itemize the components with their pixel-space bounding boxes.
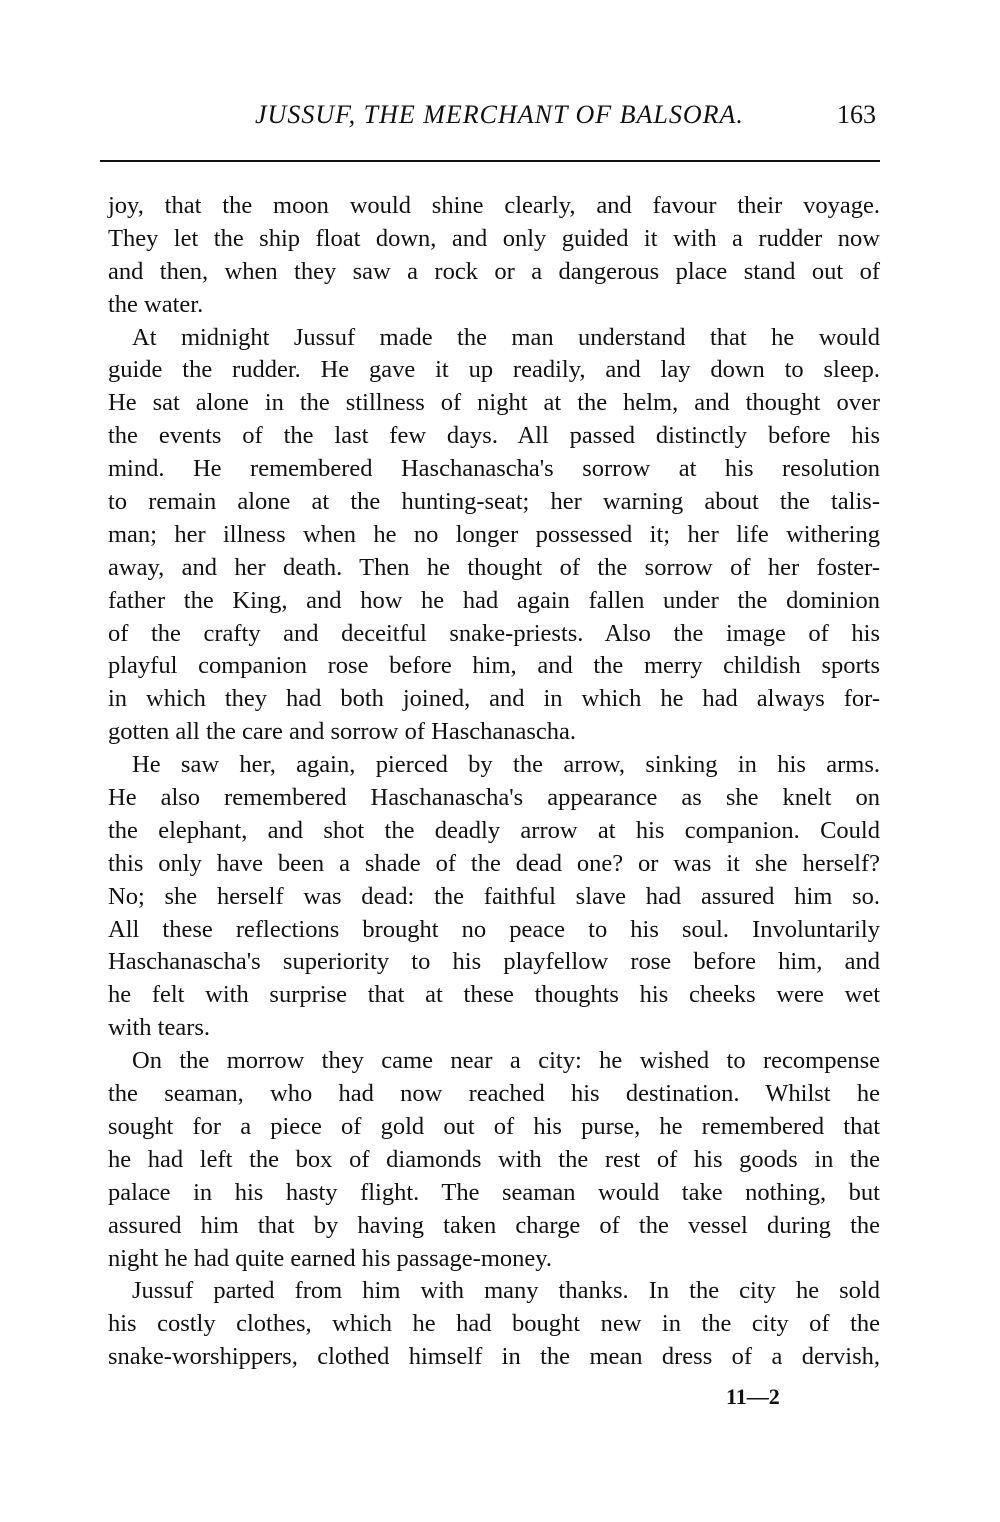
- text-line: and then, when they saw a rock or a dangerous place stand out of: [108, 257, 880, 285]
- text-line: playful companion rose before him, and the merry childish sports: [108, 652, 880, 680]
- text-line: to remain alone at the hunting-seat; her warning about the talis-: [108, 488, 880, 516]
- text-line: On the morrow they came near a city: he wished to recompense: [132, 1047, 880, 1075]
- text-line: All these reflections brought no peace to his soul. Involuntarily: [108, 915, 880, 943]
- text-line: the elephant, and shot the deadly arrow at his companion. Could: [108, 816, 880, 844]
- page-body-text: [108, 190, 880, 1374]
- text-line: in which they had both joined, and in which he had always for-: [108, 685, 880, 713]
- text-line: assured him that by having taken charge of the vessel during the: [108, 1211, 880, 1239]
- text-line: snake-worshippers, clothed himself in the mean dress of a dervish,: [108, 1343, 880, 1371]
- text-line: palace in his hasty flight. The seaman would take nothing, but: [108, 1178, 880, 1206]
- running-header: [255, 100, 880, 130]
- page-number: 163: [837, 100, 876, 129]
- running-title: JUSSUF, THE MERCHANT OF BALSORA.: [255, 100, 744, 129]
- header-rule: [100, 160, 880, 162]
- text-line: sought for a piece of gold out of his purse, he remembered that: [108, 1112, 880, 1140]
- text-line: They let the ship float down, and only guided it with a rudder now: [108, 224, 880, 252]
- text-line: he felt with surprise that at these thoughts his cheeks were wet: [108, 981, 880, 1009]
- text-line: He also remembered Haschanascha's appearance as she knelt on: [108, 784, 880, 812]
- text-line: night he had quite earned his passage-money.: [108, 1244, 553, 1272]
- text-line: of the crafty and deceitful snake-priests. Also the image of his: [108, 619, 880, 647]
- text-line: his costly clothes, which he had bought new in the city of the: [108, 1310, 880, 1338]
- text-line: the events of the last few days. All passed distinctly before his: [108, 422, 880, 450]
- text-line: the seaman, who had now reached his destination. Whilst he: [108, 1080, 880, 1108]
- text-line: mind. He remembered Haschanascha's sorrow at his resolution: [108, 455, 880, 483]
- text-line: guide the rudder. He gave it up readily, and lay down to sleep.: [108, 356, 880, 384]
- text-line: with tears.: [108, 1014, 211, 1042]
- text-line: He sat alone in the stillness of night at the helm, and thought over: [108, 389, 880, 417]
- text-line: Haschanascha's superiority to his playfellow rose before him, and: [108, 948, 880, 976]
- text-line: man; her illness when he no longer possessed it; her life withering: [108, 520, 880, 548]
- text-line: joy, that the moon would shine clearly, and favour their voyage.: [108, 192, 880, 219]
- text-line: At midnight Jussuf made the man understand that he would: [132, 323, 880, 351]
- text-line: He saw her, again, pierced by the arrow, sinking in his arms.: [132, 751, 880, 779]
- text-line: this only have been a shade of the dead one? or was it she herself?: [108, 849, 880, 877]
- text-line: Jussuf parted from him with many thanks. In the city he sold: [132, 1277, 880, 1305]
- signature-mark: 11—2: [726, 1384, 780, 1409]
- text-line: he had left the box of diamonds with the rest of his goods in the: [108, 1145, 880, 1173]
- text-line: the water.: [108, 290, 204, 318]
- text-line: away, and her death. Then he thought of the sorrow of her foster-: [108, 553, 880, 581]
- text-line: No; she herself was dead: the faithful slave had assured him so.: [108, 882, 880, 910]
- text-line: gotten all the care and sorrow of Haschanascha.: [108, 718, 577, 746]
- text-line: father the King, and how he had again fallen under the dominion: [108, 586, 880, 614]
